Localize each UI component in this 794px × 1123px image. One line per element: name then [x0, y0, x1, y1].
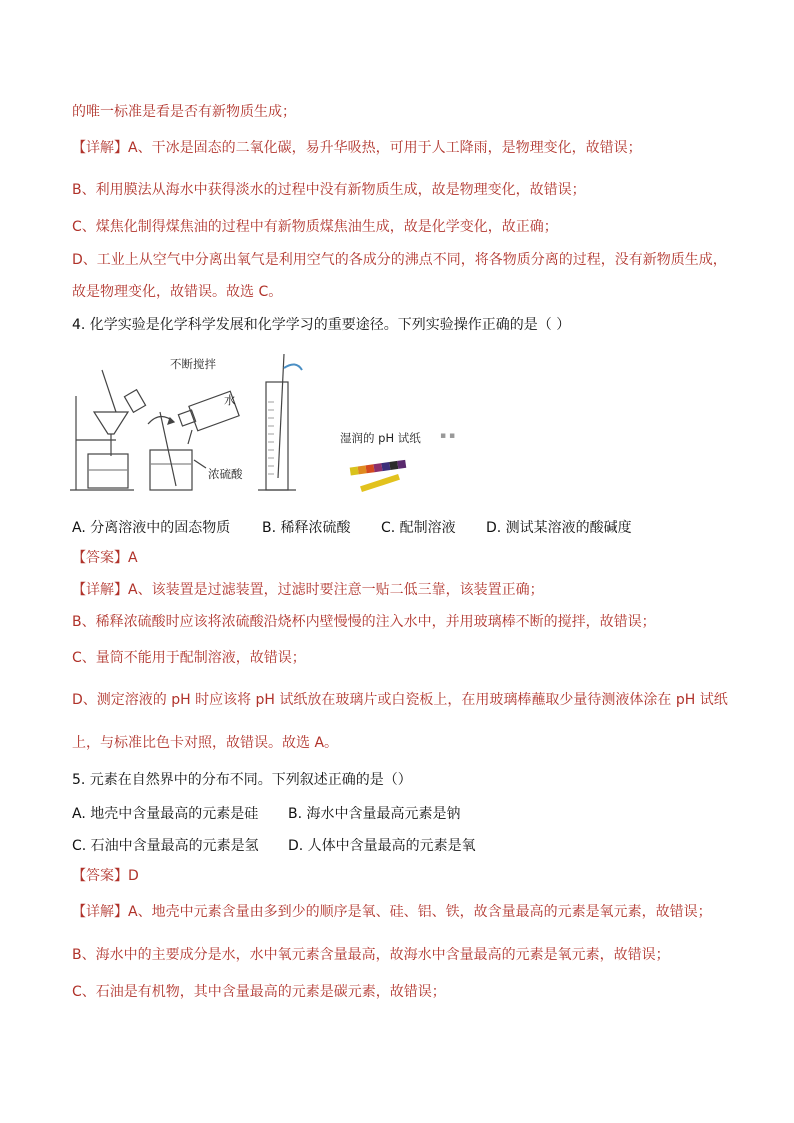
q5-detail-c: C、石油是有机物，其中含量最高的元素是碳元素，故错误； [72, 984, 446, 1000]
q5-option-c: C. 石油中含量最高的元素是氢 [72, 838, 259, 854]
q4-option-b: B. 稀释浓硫酸 [262, 520, 351, 536]
q5-detail-b: B、海水中的主要成分是水，水中氧元素含量最高，故海水中含量最高的元素是氧元素，故错误； [72, 947, 670, 963]
q5-answer [72, 867, 139, 885]
q4-detail-a [72, 581, 544, 599]
q5-detail-a [72, 903, 712, 921]
q3-detail-tag: 【详解】 [72, 140, 128, 156]
filtration-apparatus [70, 370, 146, 490]
q5-option-a: A. 地壳中含量最高的元素是硅 [72, 806, 259, 822]
ph-paper-label: 湿润的 pH 试纸 [340, 431, 421, 445]
q4-answer-value: A [128, 550, 138, 566]
q4-experiment-figure [70, 352, 470, 500]
q4-detail-b: B、稀释浓硫酸时应该将浓硫酸沿烧杯内壁慢慢的注入水中，并用玻璃棒不断的搅拌，故错误； [72, 614, 656, 630]
q5-option-b: B. 海水中含量最高元素是钠 [288, 806, 461, 822]
q5-detail-tag: 【详解】 [72, 904, 128, 920]
q5-option-d: D. 人体中含量最高的元素是氧 [288, 838, 476, 854]
stir-label: 不断搅拌 [170, 357, 216, 371]
q3-detail-d-line1: D、工业上从空气中分离出氧气是利用空气的各成分的沸点不同，将各物质分离的过程，没有新物质生成， [72, 252, 727, 268]
q3-detail-b: B、利用膜法从海水中获得淡水的过程中没有新物质生成，故是物理变化，故错误； [72, 182, 586, 198]
q4-detail-d-line1: D、测定溶液的 pH 时应该将 pH 试纸放在玻璃片或白瓷板上，在用玻璃棒蘸取少量待测液体涂在 pH 试纸 [72, 692, 728, 708]
q4-detail-a-text: A、该装置是过滤装置，过滤时要注意一贴二低三靠，该装置正确； [128, 582, 544, 598]
svg-text:▪ ▪: ▪ ▪ [440, 431, 456, 441]
q4-detail-tag: 【详解】 [72, 582, 128, 598]
experiment-illustration [70, 352, 470, 500]
q3-detail-c: C、煤焦化制得煤焦油的过程中有新物质煤焦油生成，故是化学变化，故正确； [72, 219, 558, 235]
q4-detail-d-line2: 上，与标准比色卡对照，故错误。故选 A。 [72, 735, 339, 751]
q4-detail-c: C、量筒不能用于配制溶液，故错误； [72, 650, 306, 666]
q5-question: 5. 元素在自然界中的分布不同。下列叙述正确的是（） [72, 772, 412, 788]
q4-answer-tag: 【答案】 [72, 550, 128, 566]
acid-label: 浓硫酸 [208, 467, 243, 481]
q5-answer-tag: 【答案】 [72, 868, 128, 884]
q3-conclusion-text: 的唯一标准是看是否有新物质生成； [72, 104, 296, 120]
q4-question: 4. 化学实验是化学科学发展和化学学习的重要途径。下列实验操作正确的是（ ） [72, 317, 571, 333]
graduated-cylinder [258, 354, 302, 490]
q3-detail-a-text: A、干冰是固态的二氧化碳，易升华吸热，可用于人工降雨，是物理变化，故错误； [128, 140, 642, 156]
q3-detail-d-line2: 故是物理变化，故错误。故选 C。 [72, 284, 283, 300]
q4-option-a: A. 分离溶液中的固态物质 [72, 520, 231, 536]
q4-option-d: D. 测试某溶液的酸碱度 [486, 520, 632, 536]
water-label: 水 [224, 393, 236, 407]
q4-option-c: C. 配制溶液 [381, 520, 456, 536]
q5-detail-a-text: A、地壳中元素含量由多到少的顺序是氧、硅、铝、铁，故含量最高的元素是氧元素，故错误； [128, 904, 712, 920]
q5-answer-value: D [128, 868, 139, 884]
q4-answer [72, 549, 138, 567]
q3-detail-a [72, 139, 642, 157]
